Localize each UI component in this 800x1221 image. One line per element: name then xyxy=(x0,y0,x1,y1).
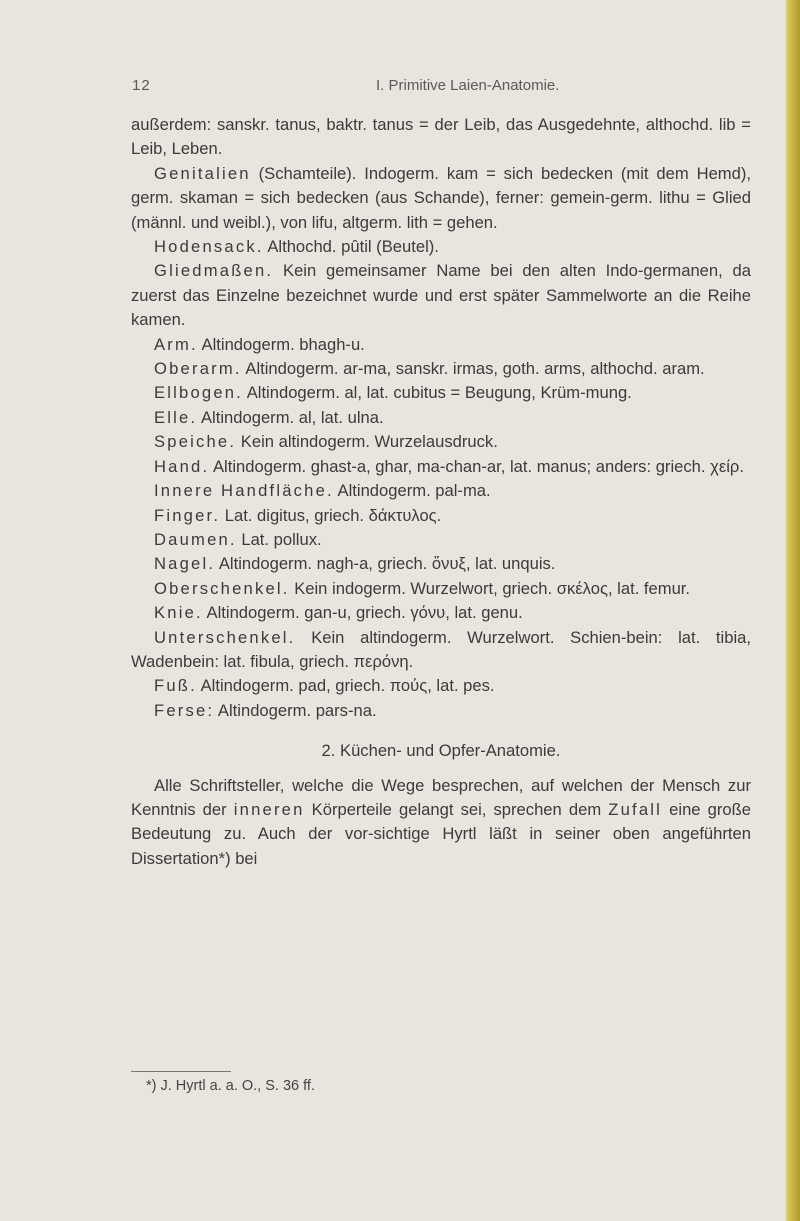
entry-text: Kein gemeinsamer Name bei den alten Indo-germanen, da zuerst das Einzelne bezeichnet wurde und erst später Sammelworte an die Reihe kamen. xyxy=(131,261,751,330)
entry-paragraph xyxy=(131,162,751,235)
entry-text: Kein altindogerm. Wurzelausdruck. xyxy=(236,432,498,452)
entry-term: Ellbogen. xyxy=(154,383,243,403)
entry-term: Finger. xyxy=(154,505,221,525)
page-number: 12 xyxy=(132,77,151,94)
entry-term: Genitalien xyxy=(154,163,251,183)
entry-term: Innere Handfläche. xyxy=(154,481,334,501)
entry-paragraph xyxy=(131,504,751,528)
entry-term: Hodensack. xyxy=(154,237,264,257)
entry-text: Altindogerm. ar-ma, sanskr. irmas, goth. arms, althochd. aram. xyxy=(241,359,705,379)
entry-text: Lat. digitus, griech. δάκτυλος. xyxy=(220,505,442,525)
entry-paragraph xyxy=(131,333,751,357)
entry-paragraph xyxy=(131,479,751,503)
paragraph xyxy=(131,113,751,162)
entry-paragraph xyxy=(131,381,751,405)
entry-text: Altindogerm. bhagh-u. xyxy=(197,334,365,354)
section-heading: 2. Küchen- und Opfer-Anatomie. xyxy=(321,741,561,761)
entry-paragraph xyxy=(131,235,751,259)
entry-term: Gliedmaßen. xyxy=(154,261,274,281)
entry-term: Elle. xyxy=(154,407,198,427)
entry-paragraph xyxy=(131,552,751,576)
entry-paragraph xyxy=(131,430,751,454)
entry-text: Altindogerm. pars-na. xyxy=(214,700,377,720)
footnote: *) J. Hyrtl a. a. O., S. 36 ff. xyxy=(146,1078,315,1094)
page-edge xyxy=(786,0,800,1221)
paragraph-text: eine große Bedeutung zu. Auch der vor-sichtige Hyrtl läßt in seiner oben angeführten Dissertation*) bei xyxy=(131,799,751,868)
running-title: I. Primitive Laien-Anatomie. xyxy=(376,77,560,94)
entry-text: Altindogerm. nagh-a, griech. ὄνυξ, lat. unquis. xyxy=(215,554,556,574)
entry-term: Arm. xyxy=(154,334,198,354)
entry-term: Hand. xyxy=(154,456,210,476)
entry-text: Althochd. pûtil (Beutel). xyxy=(263,237,439,257)
emphasis-text: inneren xyxy=(233,799,305,819)
entry-term: Oberarm. xyxy=(154,359,242,379)
body-text xyxy=(131,113,751,871)
entry-term: Daumen. xyxy=(154,529,237,549)
entry-paragraph xyxy=(131,406,751,430)
entry-text: Altindogerm. pal-ma. xyxy=(333,481,491,501)
paragraph-text: Alle Schriftsteller, welche die Wege besprechen, auf welchen der Mensch zur Kenntnis der xyxy=(131,775,751,819)
footnote-divider xyxy=(131,1071,231,1072)
entry-term: Speiche. xyxy=(154,432,237,452)
entry-paragraph xyxy=(131,577,751,601)
entry-paragraph xyxy=(131,674,751,698)
entry-text: Altindogerm. al, lat. ulna. xyxy=(197,407,384,427)
entry-paragraph xyxy=(131,455,751,479)
entry-text: (Schamteile). Indogerm. kam = sich bedecken (mit dem Hemd), germ. skaman = sich bedecken (aus Schande), ferner: gemein-germ. lithu = Glied (männl. und weibl.), von lifu, altgerm. lith = gehen. xyxy=(131,163,751,232)
entry-paragraph xyxy=(131,626,751,675)
paragraph-text: Körperteile gelangt sei, sprechen dem xyxy=(304,799,609,819)
entry-paragraph xyxy=(131,601,751,625)
entry-term: Knie. xyxy=(154,603,203,623)
page-header xyxy=(120,77,720,101)
entry-text: Altindogerm. gan-u, griech. γόνυ, lat. genu. xyxy=(202,603,523,623)
entry-term: Nagel. xyxy=(154,554,216,574)
paragraph-text: außerdem: sanskr. tanus, baktr. tanus = der Leib, das Ausgedehnte, althochd. lib = Leib, Leben. xyxy=(131,115,751,159)
entry-term: Ferse: xyxy=(154,700,215,720)
entry-text: Altindogerm. pad, griech. πούς, lat. pes. xyxy=(196,676,495,696)
entry-term: Unterschenkel. xyxy=(154,627,296,647)
entry-paragraph xyxy=(131,357,751,381)
entry-text: Kein altindogerm. Wurzelwort. Schien-bein: lat. tibia, Wadenbein: lat. fibula, griech. περόνη. xyxy=(131,627,751,671)
entry-text: Altindogerm. ghast-a, ghar, ma-chan-ar, lat. manus; anders: griech. χείρ. xyxy=(209,456,744,476)
entry-text: Altindogerm. al, lat. cubitus = Beugung, Krüm-mung. xyxy=(243,383,632,403)
entry-paragraph xyxy=(131,259,751,332)
entry-paragraph xyxy=(131,528,751,552)
entry-term: Fuß. xyxy=(154,676,197,696)
emphasis-text: Zufall xyxy=(608,799,663,819)
entry-paragraph xyxy=(131,699,751,723)
closing-paragraph xyxy=(131,774,751,872)
entry-text: Kein indogerm. Wurzelwort, griech. σκέλος, lat. femur. xyxy=(289,578,691,598)
entry-term: Oberschenkel. xyxy=(154,578,290,598)
entry-text: Lat. pollux. xyxy=(236,529,322,549)
